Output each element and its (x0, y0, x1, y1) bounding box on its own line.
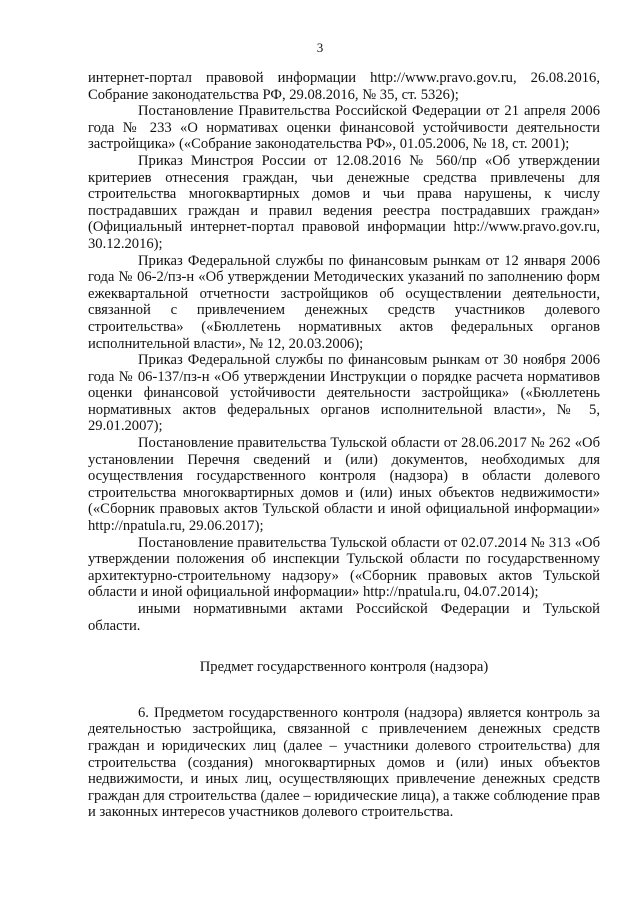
paragraph-decree-262: Постановление правительства Тульской области от 28.06.2017 № 262 «Об установлении Перечня сведений и (или) документов, необходимых для осуществления государственного контроля (надзора) в области долевого строительства многоквартирных домов и (или) иных объектов недвижимости» («Сборник правовых актов Тульской области и иной официальной информации» http://npatula.ru, 29.06.2017); (88, 435, 600, 535)
page-number: 3 (316, 40, 324, 55)
section-heading: Предмет государственного контроля (надзора) (199, 659, 489, 676)
paragraph-decree-233: Постановление Правительства Российской Федерации от 21 апреля 2006 года № 233 «О нормативах оценки финансовой устойчивости деятельности застройщика» («Собрание законодательства РФ», 01.05.2006, № 18, ст. 2001); (88, 103, 600, 153)
paragraph-order-06-137: Приказ Федеральной службы по финансовым рынкам от 30 ноября 2006 года № 06-137/пз-н «Об утверждении Инструкции о порядке расчета нормативов оценки финансовой устойчивости деятельности застройщика» («Бюллетень нормативных актов федеральных органов исполнительной власти», № 5, 29.01.2007); (88, 352, 600, 435)
document-body (88, 70, 600, 821)
paragraph-order-560: Приказ Минстроя России от 12.08.2016 № 560/пр «Об утверждении критериев отнесения граждан, чьи денежные средства привлечены для строительства многоквартирных домов и чьи права нарушены, к числу пострадавших граждан и правил ведения реестра пострадавших граждан» (Официальный интернет-портал правовой информации http://www.pravo.gov.ru, 30.12.2016); (88, 152, 600, 252)
paragraph-item-6: 6. Предметом государственного контроля (надзора) является контроль за деятельностью застройщика, связанной с привлечением денежных средств граждан и юридических лиц (далее – участники долевого строительства) для строительства (создания) многоквартирных домов и (или) иных объектов недвижимости, и иных лиц, осуществляющих привлечение денежных средств граждан для строительства (далее – юридические лица), а также соблюдение прав и законных интересов участников долевого строительства. (88, 704, 600, 821)
paragraph-pravo-continuation: интернет-портал правовой информации http://www.pravo.gov.ru, 26.08.2016, Собрание законодательства РФ, 29.08.2016, № 35, ст. 5326); (88, 70, 600, 103)
paragraph-other-acts: иными нормативными актами Российской Федерации и Тульской области. (88, 601, 600, 634)
paragraph-order-06-2: Приказ Федеральной службы по финансовым рынкам от 12 января 2006 года № 06-2/пз-н «Об утверждении Методических указаний по заполнению форм ежеквартальной отчетности застройщиков об осуществлении деятельности, связанной с привлечением денежных средств участников долевого строительства» («Бюллетень нормативных актов федеральных органов исполнительной власти», № 12, 20.03.2006); (88, 252, 600, 352)
paragraph-decree-313: Постановление правительства Тульской области от 02.07.2014 № 313 «Об утверждении положения об инспекции Тульской области по государственному архитектурно-строительному надзору» («Сборник правовых актов Тульской области и иной официальной информации» http://npatula.ru, 04.07.2014); (88, 534, 600, 601)
